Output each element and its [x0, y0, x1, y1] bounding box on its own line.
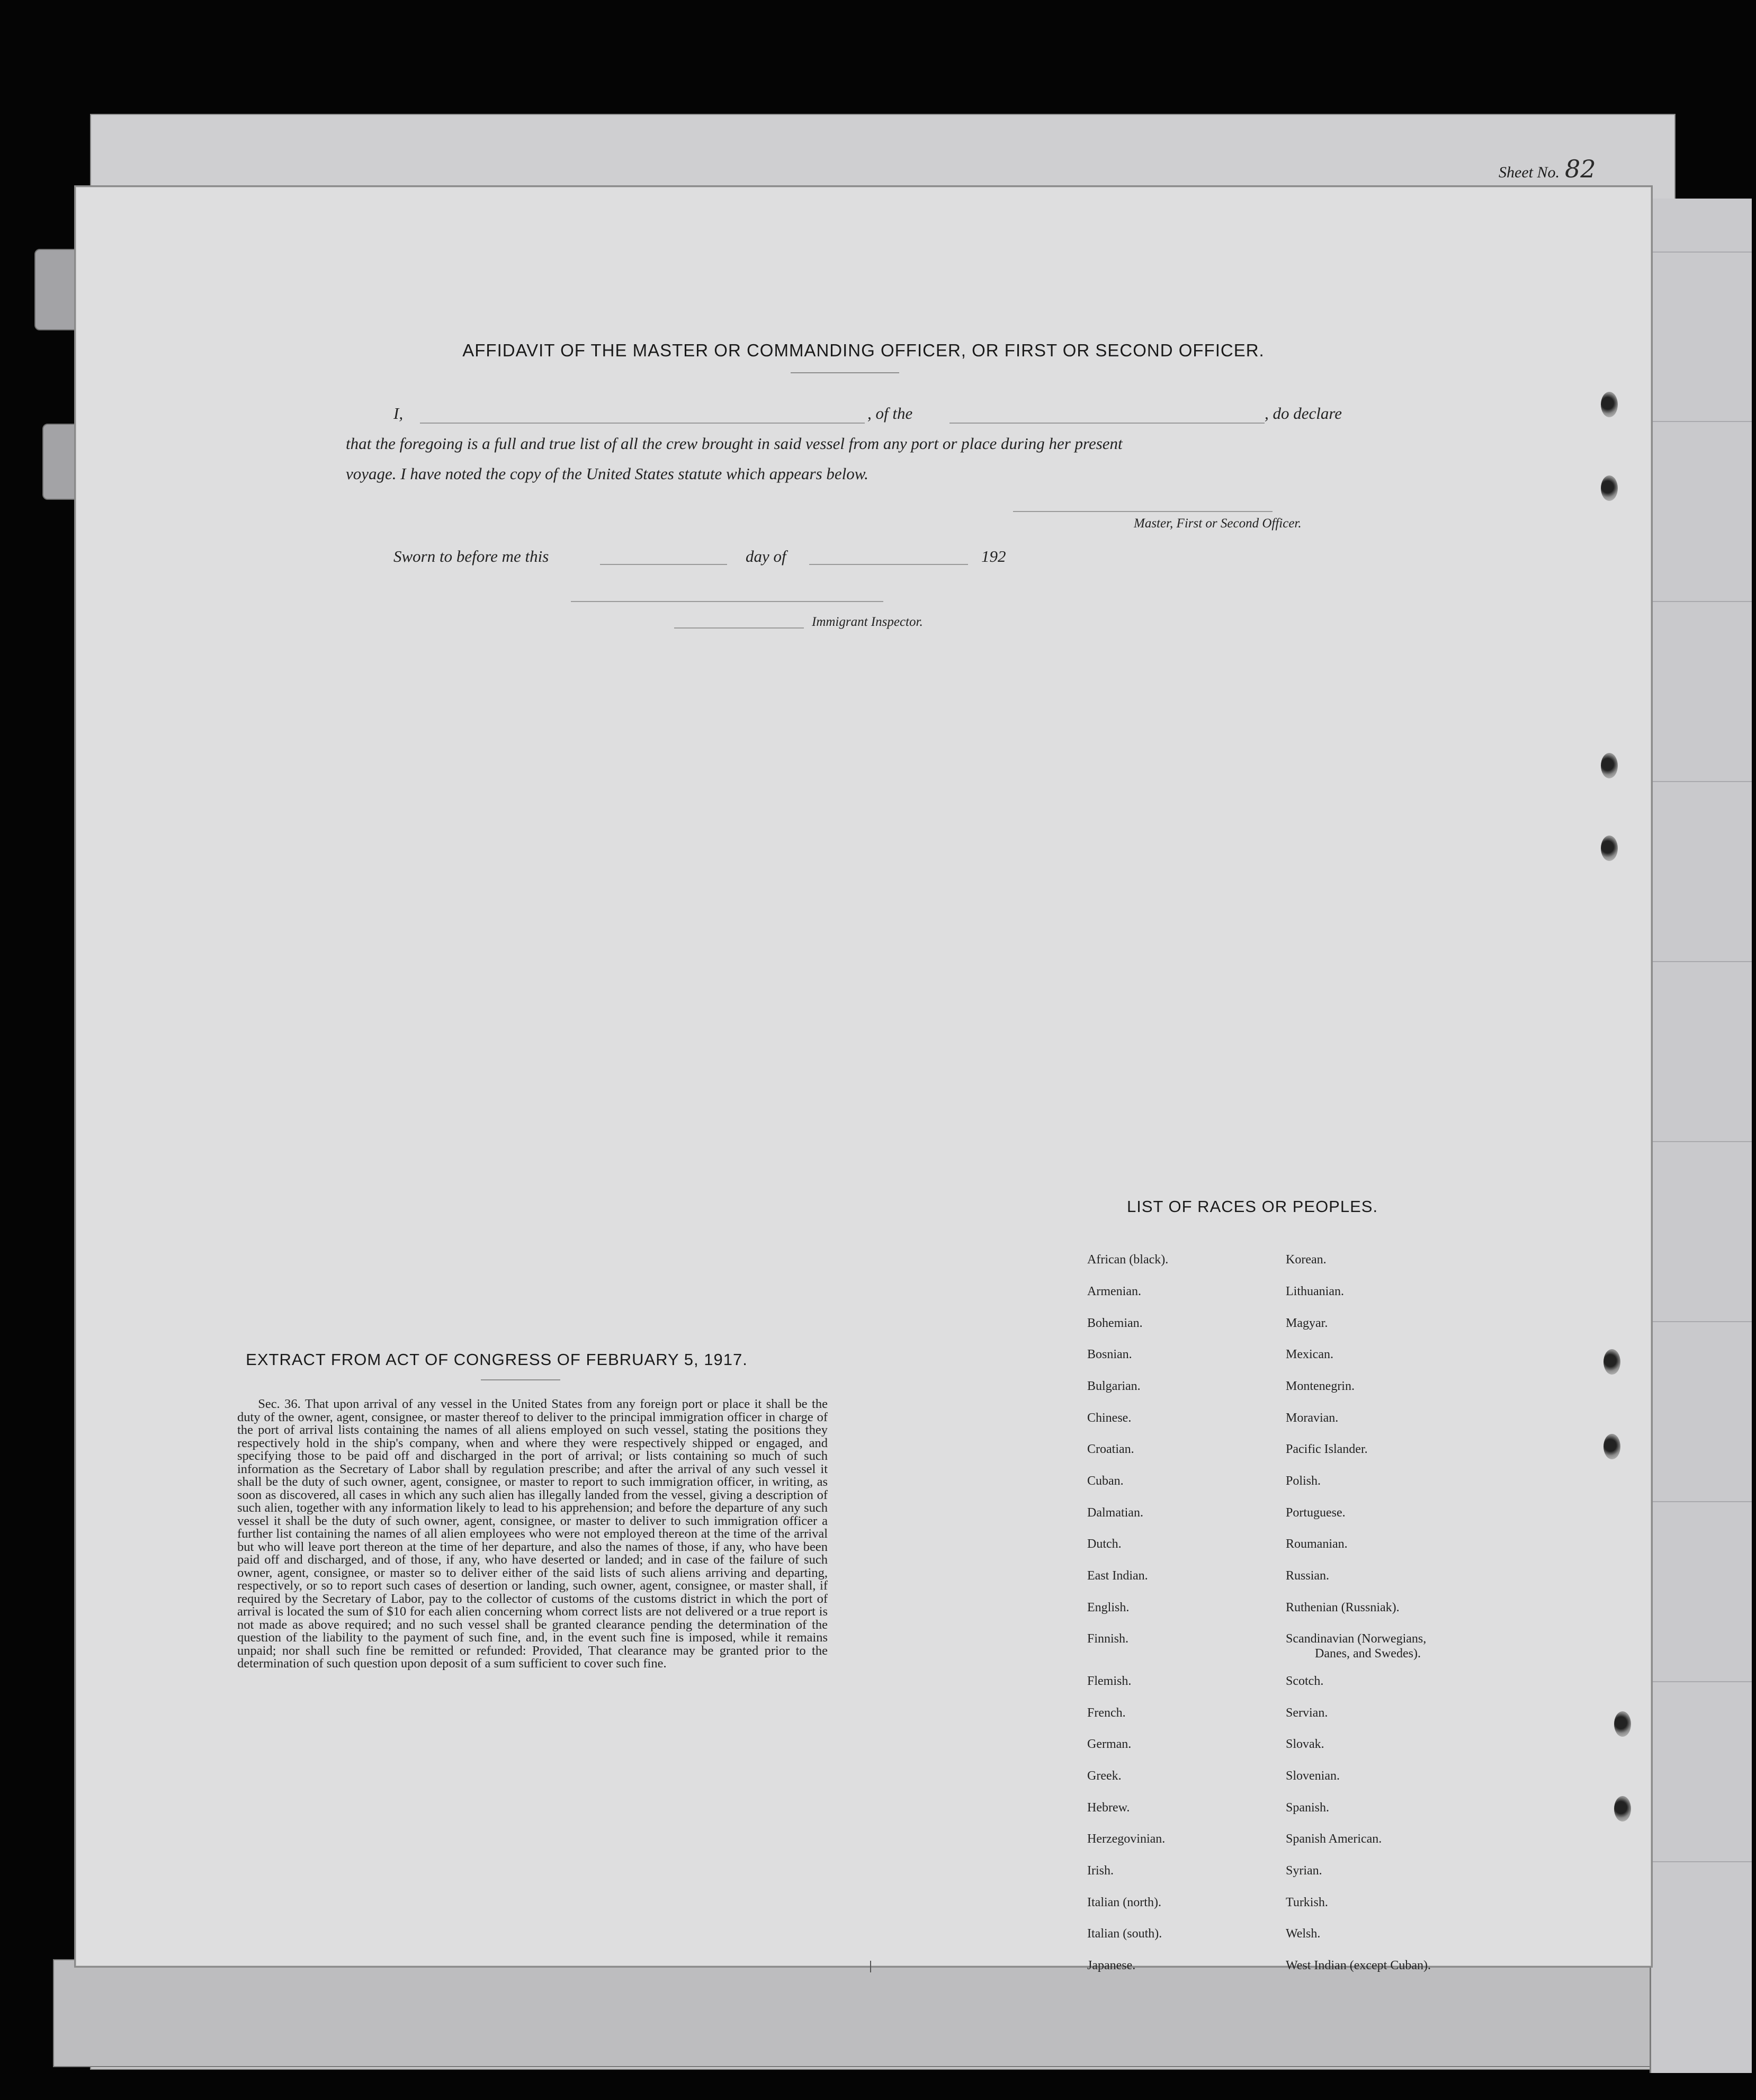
affidavit-line-3: voyage. I have noted the copy of the United States statute which appears below.: [346, 464, 868, 483]
race-item: Bosnian.: [1087, 1348, 1132, 1361]
binder-hole: [1601, 475, 1618, 501]
page-tick-mark: [870, 1961, 871, 1972]
affidavit-i: I,: [393, 404, 404, 423]
name-blank: [420, 423, 865, 424]
month-blank: [809, 564, 968, 565]
inspector-blank-2: [674, 627, 804, 629]
race-item: Russian.: [1286, 1569, 1330, 1583]
sheet-number-value: 82: [1564, 155, 1596, 183]
race-item: Herzegovinian.: [1087, 1832, 1166, 1846]
race-item: Italian (north).: [1087, 1896, 1161, 1909]
race-item: Hebrew.: [1087, 1801, 1130, 1815]
race-item: Chinese.: [1087, 1411, 1132, 1425]
extract-body: Sec. 36. That upon arrival of any vessel in the United States from any foreign port or place it shall be the duty of the owner, agent, consignee, or master thereof to deliver to the principal immigration officer in charge of the port of arrival lists containing the names of all aliens employed on such vessel, stating the positions they respectively hold in the ship's company, when and where they were respectively shipped or engaged, and specifying those to be paid off and discharged in the port of arrival; or lists containing so much of such information as the Secretary of Labor shall by regulation prescribe; and after the arrival of any such vessel it shall be the duty of such owner, agent, consignee, or master to report to such immigration officer, in writing, as soon as discovered, all cases in which any such alien has illegally landed from the vessel, giving a description of such alien, together with any information likely to lead to his apprehension; and before the departure of any such vessel it shall be the duty of such owner, agent, consignee, or master to deliver to such immigration officer a further list containing the names of all alien employees who were not employed thereon at the time of the arrival but who will leave port thereon at the time of her departure, and also the names of those, if any, who have been paid off and discharged, and of those, if any, who have deserted or landed; and in case of the failure of such owner, agent, consignee, or master so to deliver either of the said lists of such aliens arriving and departing, respectively, or so to report such cases of desertion or landing, such owner, agent, consignee, or master shall, if required by the Secretary of Labor, pay to the collector of customs of the customs district in which the port of arrival is located the sum of $10 for each alien concerning whom correct lists are not delivered or a true report is not made as above required; and no such vessel shall be granted clearance pending the determination of the question of the liability to the payment of such fine, and, in the event such fine is imposed, while it remains unpaid; nor shall such fine be remitted or refunded: Provided, That clearance may be granted prior to the determination of such question upon deposit of a sum sufficient to cover such fine.: [237, 1397, 828, 1671]
race-item: French.: [1087, 1706, 1126, 1720]
year-text: 192: [981, 547, 1006, 566]
sheet-number: [1499, 155, 1596, 183]
race-item: African (black).: [1087, 1253, 1169, 1267]
document-page: [74, 185, 1653, 1972]
race-item: Bulgarian.: [1087, 1379, 1141, 1393]
race-item: English.: [1087, 1601, 1130, 1614]
race-item: Mexican.: [1286, 1348, 1333, 1361]
binder-hole: [1603, 1434, 1620, 1459]
race-item: Turkish.: [1286, 1896, 1328, 1909]
race-item: Welsh.: [1286, 1927, 1321, 1941]
affidavit-line-2: that the foregoing is a full and true list of all the crew brought in said vessel from any port or place during her present: [346, 434, 1123, 453]
race-item: Syrian.: [1286, 1864, 1322, 1878]
race-item: Roumanian.: [1286, 1537, 1348, 1551]
sworn-text: Sworn to before me this: [393, 547, 549, 566]
race-item: Portuguese.: [1286, 1506, 1346, 1520]
race-item: Korean.: [1286, 1253, 1327, 1267]
affidavit-title: AFFIDAVIT OF THE MASTER OR COMMANDING OFFICER, OR FIRST OR SECOND OFFICER.: [462, 340, 1265, 360]
race-item: Lithuanian.: [1286, 1285, 1344, 1298]
race-item: Croatian.: [1087, 1442, 1134, 1456]
affidavit-of-the: , of the: [867, 404, 913, 423]
races-title: LIST OF RACES OR PEOPLES.: [1127, 1197, 1378, 1216]
binder-hole: [1601, 836, 1618, 861]
race-item: Ruthenian (Russniak).: [1286, 1601, 1400, 1614]
signer-label: Master, First or Second Officer.: [1134, 516, 1302, 531]
back-sheet-bottom: [53, 1959, 1686, 2067]
race-item: German.: [1087, 1737, 1132, 1751]
binder-hole: [1601, 753, 1618, 778]
race-item: Slovenian.: [1286, 1769, 1340, 1783]
race-item: Flemish.: [1087, 1674, 1132, 1688]
race-item: Japanese.: [1087, 1959, 1136, 1972]
inspector-label: Immigrant Inspector.: [812, 615, 923, 629]
race-item: Cuban.: [1087, 1474, 1124, 1488]
day-of-text: day of: [746, 547, 786, 566]
race-item: Danes, and Swedes).: [1315, 1647, 1421, 1661]
race-item: Irish.: [1087, 1864, 1114, 1878]
race-item: Scandinavian (Norwegians,: [1286, 1632, 1427, 1646]
sheet-number-label: Sheet No.: [1499, 164, 1560, 181]
affidavit-do-declare: , do declare: [1265, 404, 1342, 423]
binder-hole: [1603, 1349, 1620, 1375]
race-item: Servian.: [1286, 1706, 1328, 1720]
race-item: Montenegrin.: [1286, 1379, 1355, 1393]
race-item: Bohemian.: [1087, 1316, 1143, 1330]
divider: [481, 1379, 560, 1380]
inspector-blank: [571, 601, 883, 602]
race-item: Spanish.: [1286, 1801, 1330, 1815]
right-edge-sheets: [1650, 199, 1752, 2073]
race-item: Polish.: [1286, 1474, 1321, 1488]
binder-hole: [1614, 1711, 1631, 1737]
race-item: East Indian.: [1087, 1569, 1148, 1583]
race-item: Spanish American.: [1286, 1832, 1382, 1846]
race-item: Magyar.: [1286, 1316, 1328, 1330]
extract-title: EXTRACT FROM ACT OF CONGRESS OF FEBRUARY 5, 1917.: [246, 1350, 748, 1369]
race-item: Italian (south).: [1087, 1927, 1162, 1941]
signature-blank: [1013, 511, 1273, 512]
race-item: Dalmatian.: [1087, 1506, 1143, 1520]
race-item: Dutch.: [1087, 1537, 1122, 1551]
vessel-blank: [949, 423, 1265, 424]
race-item: Greek.: [1087, 1769, 1122, 1783]
binder-hole: [1614, 1796, 1631, 1821]
race-item: Armenian.: [1087, 1285, 1141, 1298]
race-item: West Indian (except Cuban).: [1286, 1959, 1431, 1972]
binder-hole: [1601, 392, 1618, 417]
race-item: Slovak.: [1286, 1737, 1324, 1751]
day-blank: [600, 564, 727, 565]
divider: [791, 372, 899, 373]
race-item: Scotch.: [1286, 1674, 1324, 1688]
race-item: Finnish.: [1087, 1632, 1129, 1646]
race-item: Moravian.: [1286, 1411, 1339, 1425]
race-item: Pacific Islander.: [1286, 1442, 1368, 1456]
